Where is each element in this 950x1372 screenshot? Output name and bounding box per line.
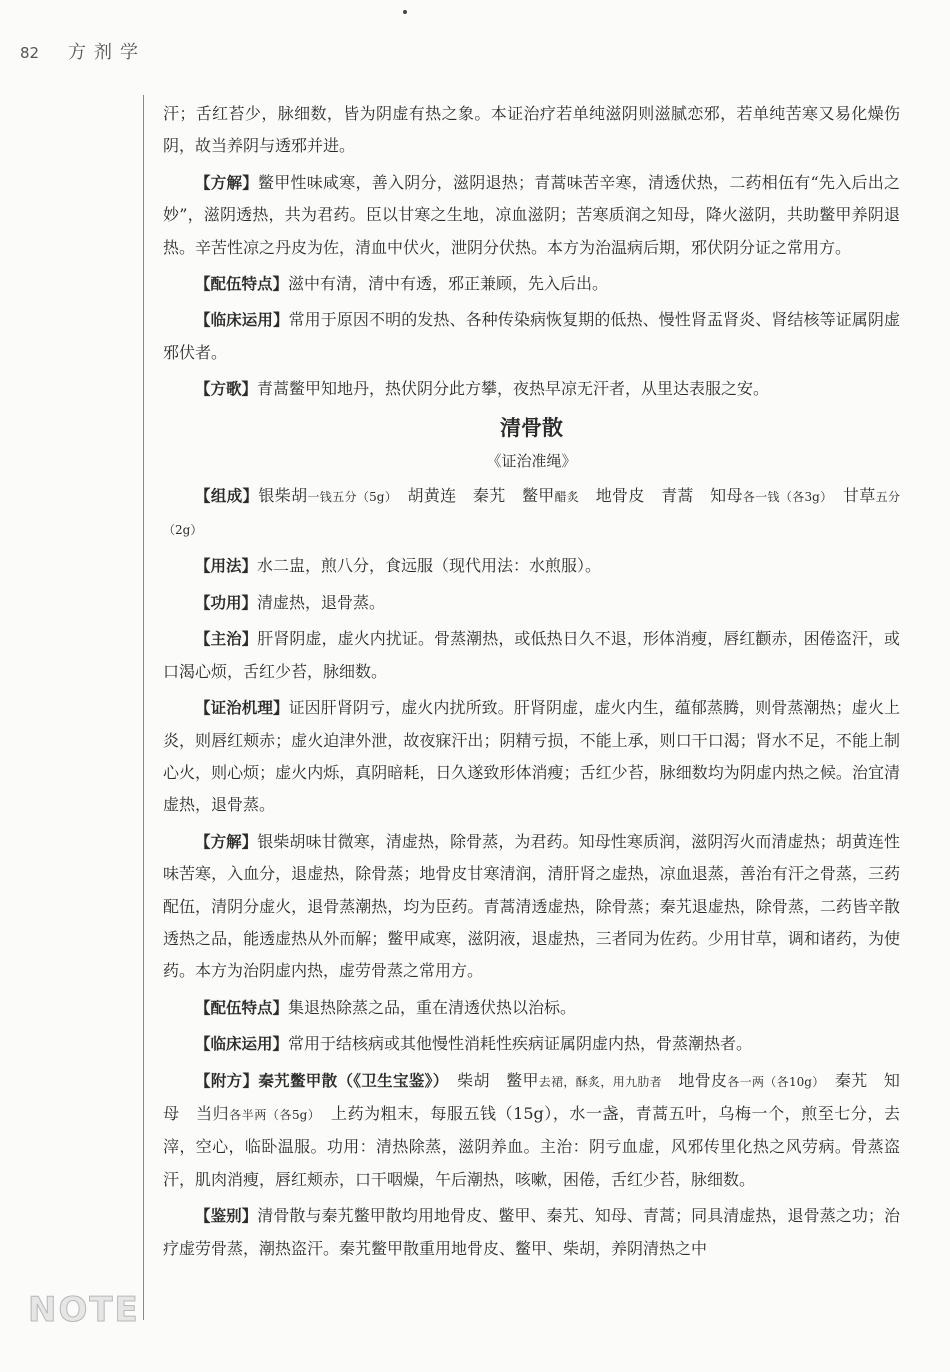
section-label: 【方解】 — [195, 173, 259, 192]
section-label: 【功用】 — [195, 593, 258, 612]
page-header — [20, 38, 146, 64]
section-label: 【附方】 — [195, 1071, 259, 1090]
print-dot — [403, 10, 407, 14]
paragraph-peiwu-2: 【配伍特点】集退热除蒸之品，重在清透伏热以治标。 — [195, 997, 577, 1017]
note-watermark: NOTE — [28, 1290, 140, 1330]
paragraph-yongfa: 【用法】水二盅，煎八分，食远服（现代用法：水煎服）。 — [195, 556, 602, 576]
section-label: 【方歌】 — [195, 380, 258, 399]
book-title: 方剂学 — [68, 42, 146, 63]
section-label: 【证治机理】 — [195, 699, 289, 718]
paragraph-zucheng: 【组成】银柴胡一钱五分（5g） 胡黄连 秦艽 鳖甲醋炙 地骨皮 青蒿 知母各一钱（各3g） 甘草五分（2g） — [163, 485, 900, 538]
paragraph-zhuzhi: 【主治】肝肾阴虚，虚火内扰证。骨蒸潮热，或低热日久不退，形体消瘦，唇红颧赤，困倦盗汗，或口渴心烦，舌红少苔，脉细数。 — [163, 629, 900, 681]
page-body — [163, 98, 900, 1269]
section-label: 【临床运用】 — [195, 1035, 289, 1054]
paragraph-fufang: 【附方】秦艽鳖甲散（《卫生宝鉴》） 柴胡 鳖甲去裙，酥炙，用九肋者 地骨皮各一两（各10g） 秦艽 知母 当归各半两（各5g） 上药为粗末，每服五钱（15g），水一盏，青蒿五叶，乌梅一个，煎至七分，去滓，空心，临卧温服。功用：清热除蒸，滋阴养血。主治：阴亏血虚，风邪传里化热之风劳病。骨蒸盗汗，肌肉消瘦，唇红颊赤，口干咽燥，午后潮热，咳嗽，困倦，舌红少苔，脉细数。 — [163, 1070, 900, 1189]
formula-source: 《证治准绳》 — [486, 451, 577, 470]
page-number: 82 — [20, 44, 40, 62]
paragraph-continued: 汗；舌红苔少，脉细数，皆为阴虚有热之象。本证治疗若单纯滋阴则滋腻恋邪，若单纯苦寒又易化燥伤阴，故当养阴与透邪并进。 — [163, 104, 900, 156]
section-label: 【配伍特点】 — [195, 275, 289, 294]
paragraph-linchuang-2: 【临床运用】常用于结核病或其他慢性消耗性疾病证属阴虚内热，骨蒸潮热者。 — [195, 1034, 753, 1054]
paragraph-gongyong: 【功用】清虚热，退骨蒸。 — [195, 592, 386, 612]
margin-rule — [143, 95, 144, 1320]
section-label: 【主治】 — [195, 630, 258, 649]
paragraph-fangjie: 【方解】鳖甲性味咸寒，善入阴分，滋阴退热；青蒿味苦辛寒，清透伏热，二药相伍有“先入后出之妙”，滋阴透热，共为君药。臣以甘寒之生地，凉血滋阴；苦寒质润之知母，降火滋阴，共助鳖甲养阴退热。辛苦性凉之丹皮为佐，清血中伏火，泄阴分伏热。本方为治温病后期，邪伏阴分证之常用方。 — [163, 172, 900, 257]
paragraph-linchuang: 【临床运用】常用于原因不明的发热、各种传染病恢复期的低热、慢性肾盂肾炎、肾结核等证属阴虚邪伏者。 — [163, 310, 900, 362]
section-label: 【配伍特点】 — [195, 998, 289, 1017]
formula-title: 清骨散 — [500, 415, 563, 440]
section-label: 【用法】 — [195, 557, 258, 576]
paragraph-fangjie-2: 【方解】银柴胡味甘微寒，清虚热，除骨蒸，为君药。知母性寒质润，滋阴泻火而清虚热；胡黄连性味苦寒，入血分，退虚热，除骨蒸；地骨皮甘寒清润，清肝肾之虚热，凉血退蒸，善治有汗之骨蒸，三药配伍，清阴分虚火，退骨蒸潮热，均为臣药。青蒿清透虚热，除骨蒸；秦艽退虚热，除骨蒸，二药皆辛散透热之品，能透虚热从外而解；鳖甲咸寒，滋阴液，退虚热，三者同为佐药。少用甘草，调和诸药，为使药。本方为治阴虚内热，虚劳骨蒸之常用方。 — [163, 831, 900, 981]
paragraph-peiwu: 【配伍特点】滋中有清，清中有透，邪正兼顾，先入后出。 — [195, 274, 609, 294]
paragraph-jianbie: 【鉴别】清骨散与秦艽鳖甲散均用地骨皮、鳖甲、秦艽、知母、青蒿；同具清虚热，退骨蒸之功；治疗虚劳骨蒸，潮热盗汗。秦艽鳖甲散重用地骨皮、鳖甲、柴胡，养阴清热之中 — [163, 1206, 900, 1258]
appended-formula-name: 秦艽鳖甲散（《卫生宝鉴》） — [258, 1071, 441, 1090]
section-label: 【临床运用】 — [195, 311, 289, 330]
section-label: 【鉴别】 — [195, 1207, 258, 1226]
paragraph-fangge: 【方歌】青蒿鳖甲知地丹，热伏阴分此方攀，夜热早凉无汗者，从里达表服之安。 — [195, 379, 770, 399]
paragraph-jili: 【证治机理】证因肝肾阴亏，虚火内扰所致。肝肾阴虚，虚火内生，蕴郁蒸腾，则骨蒸潮热；虚火上炎，则唇红颊赤；虚火迫津外泄，故夜寐汗出；阴精亏损，不能上承，则口干口渴；肾水不足，不能上制心火，则心烦；虚火内烁，真阴暗耗，日久遂致形体消瘦；舌红少苔，脉细数均为阴虚内热之候。治宜清虚热，退骨蒸。 — [163, 698, 900, 815]
section-label: 【组成】 — [195, 486, 259, 505]
section-label: 【方解】 — [195, 832, 258, 851]
